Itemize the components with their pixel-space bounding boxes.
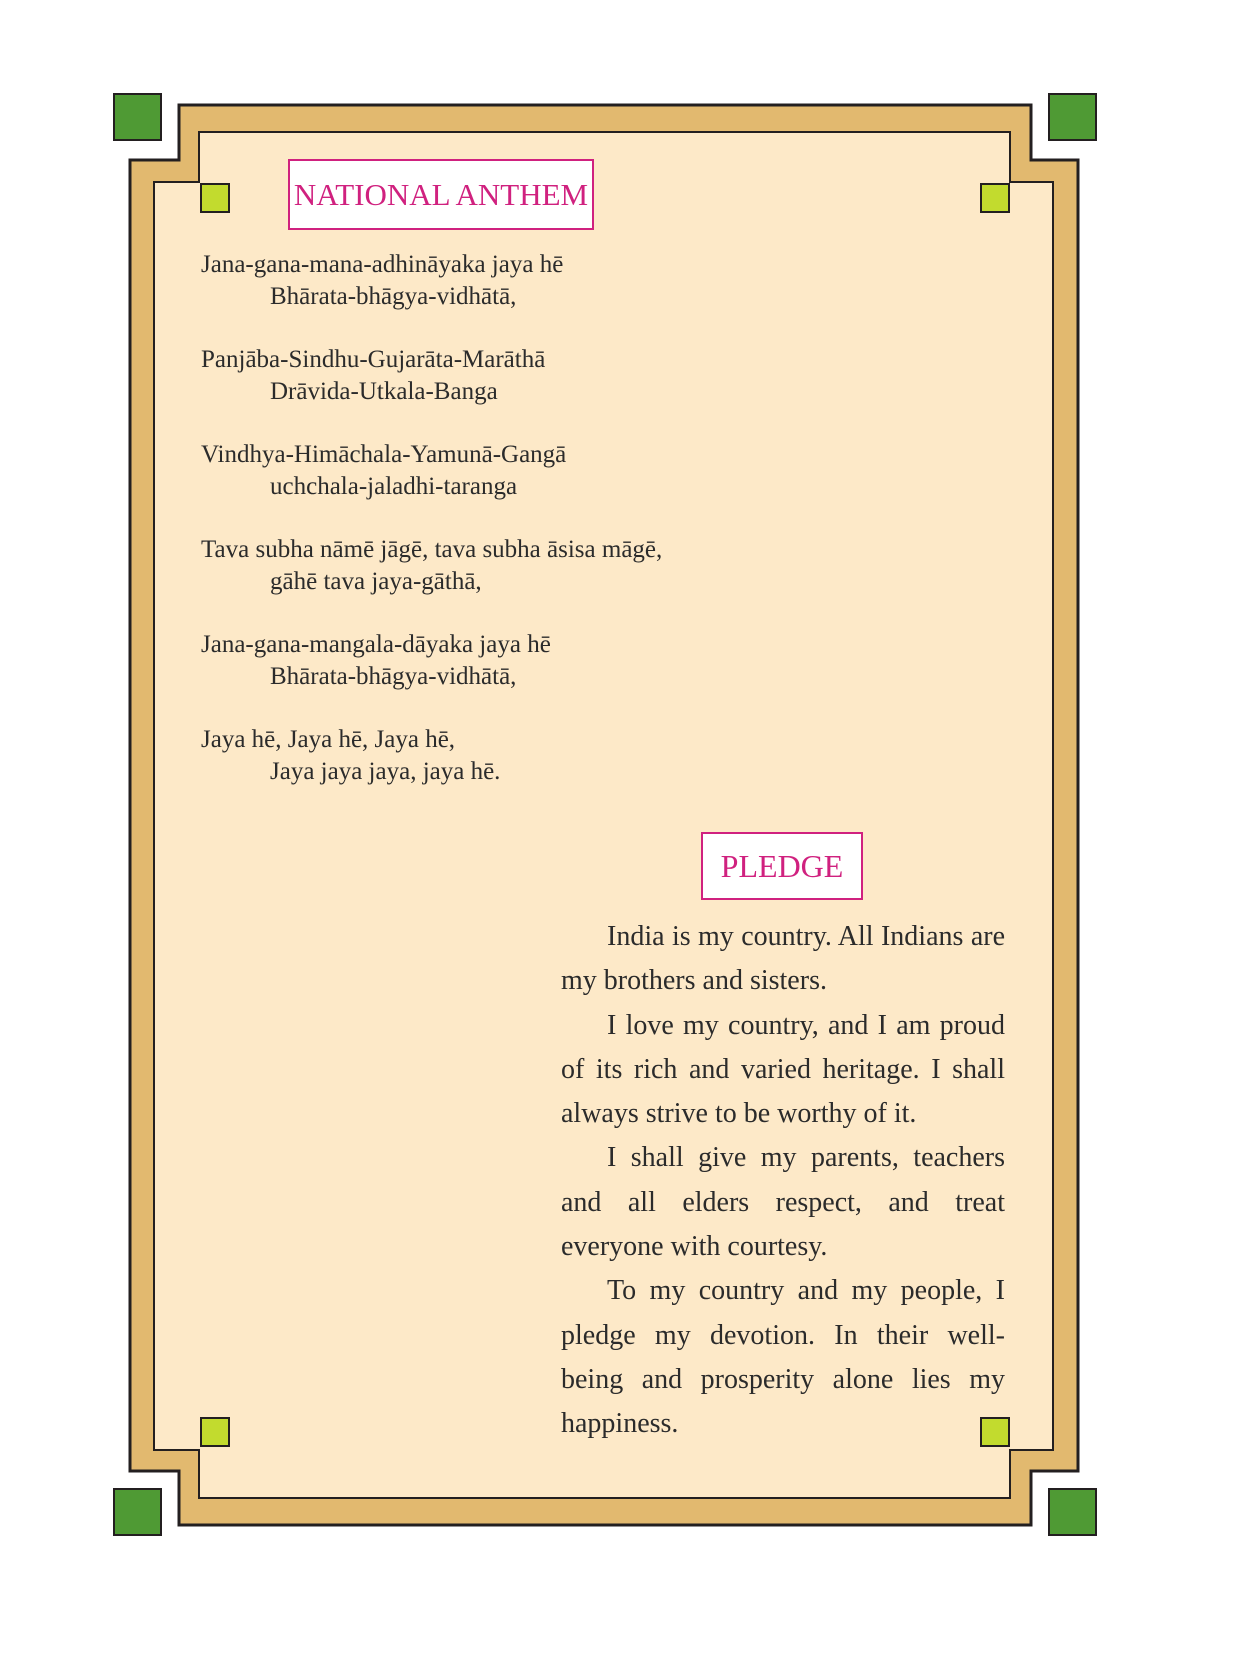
inner-square-top-left (201, 184, 229, 212)
anthem-line: Jaya jaya jaya, jaya hē. (270, 758, 501, 785)
anthem-line: Vindhya-Himāchala-Yamunā-Gangā (201, 441, 567, 468)
anthem-line: Panjāba-Sindhu-Gujarāta-Marāthā (201, 346, 546, 373)
anthem-line: uchchala-jaladhi-taranga (270, 473, 518, 500)
inner-square-bottom-left (201, 1418, 229, 1446)
anthem-title: NATIONAL ANTHEM (288, 159, 594, 230)
pledge-paragraph: To my country and my people, I pledge my devotion. In their well-being and prosperity alone lies my happiness. (561, 1275, 1005, 1440)
inner-square-top-right (981, 184, 1009, 212)
anthem-line: gāhē tava jaya-gāthā, (270, 568, 482, 595)
pledge-text (561, 915, 1005, 1447)
anthem-line: Drāvida-Utkala-Banga (270, 378, 498, 405)
corner-square-top-left (114, 94, 161, 140)
anthem-line: Jaya hē, Jaya hē, Jaya hē, (201, 726, 456, 753)
pledge-paragraph: India is my country. All Indians are my brothers and sisters. (561, 921, 1005, 997)
anthem-line: Bhārata-bhāgya-vidhātā, (270, 283, 517, 310)
corner-square-bottom-left (114, 1489, 161, 1535)
anthem-stanza (201, 534, 662, 598)
pledge-paragraph: I love my country, and I am proud of its rich and varied heritage. I shall always strive to be worthy of it. (561, 1009, 1005, 1130)
pledge-paragraph: I shall give my parents, teachers and all elders respect, and treat everyone with courtesy. (561, 1142, 1005, 1263)
corner-square-bottom-right (1049, 1489, 1096, 1535)
pledge-title: PLEDGE (701, 832, 863, 900)
anthem-stanza (201, 439, 662, 503)
anthem-line: Bhārata-bhāgya-vidhātā, (270, 663, 517, 690)
anthem-line: Jana-gana-mangala-dāyaka jaya hē (201, 631, 551, 658)
anthem-stanza (201, 724, 662, 788)
anthem-stanza (201, 344, 662, 408)
anthem-stanza (201, 629, 662, 693)
corner-square-top-right (1049, 94, 1096, 140)
anthem-line: Tava subha nāmē jāgē, tava subha āsisa māgē, (201, 536, 663, 563)
anthem-line: Jana-gana-mana-adhināyaka jaya hē (201, 251, 564, 278)
anthem-lyrics (201, 249, 662, 819)
anthem-stanza (201, 249, 662, 313)
